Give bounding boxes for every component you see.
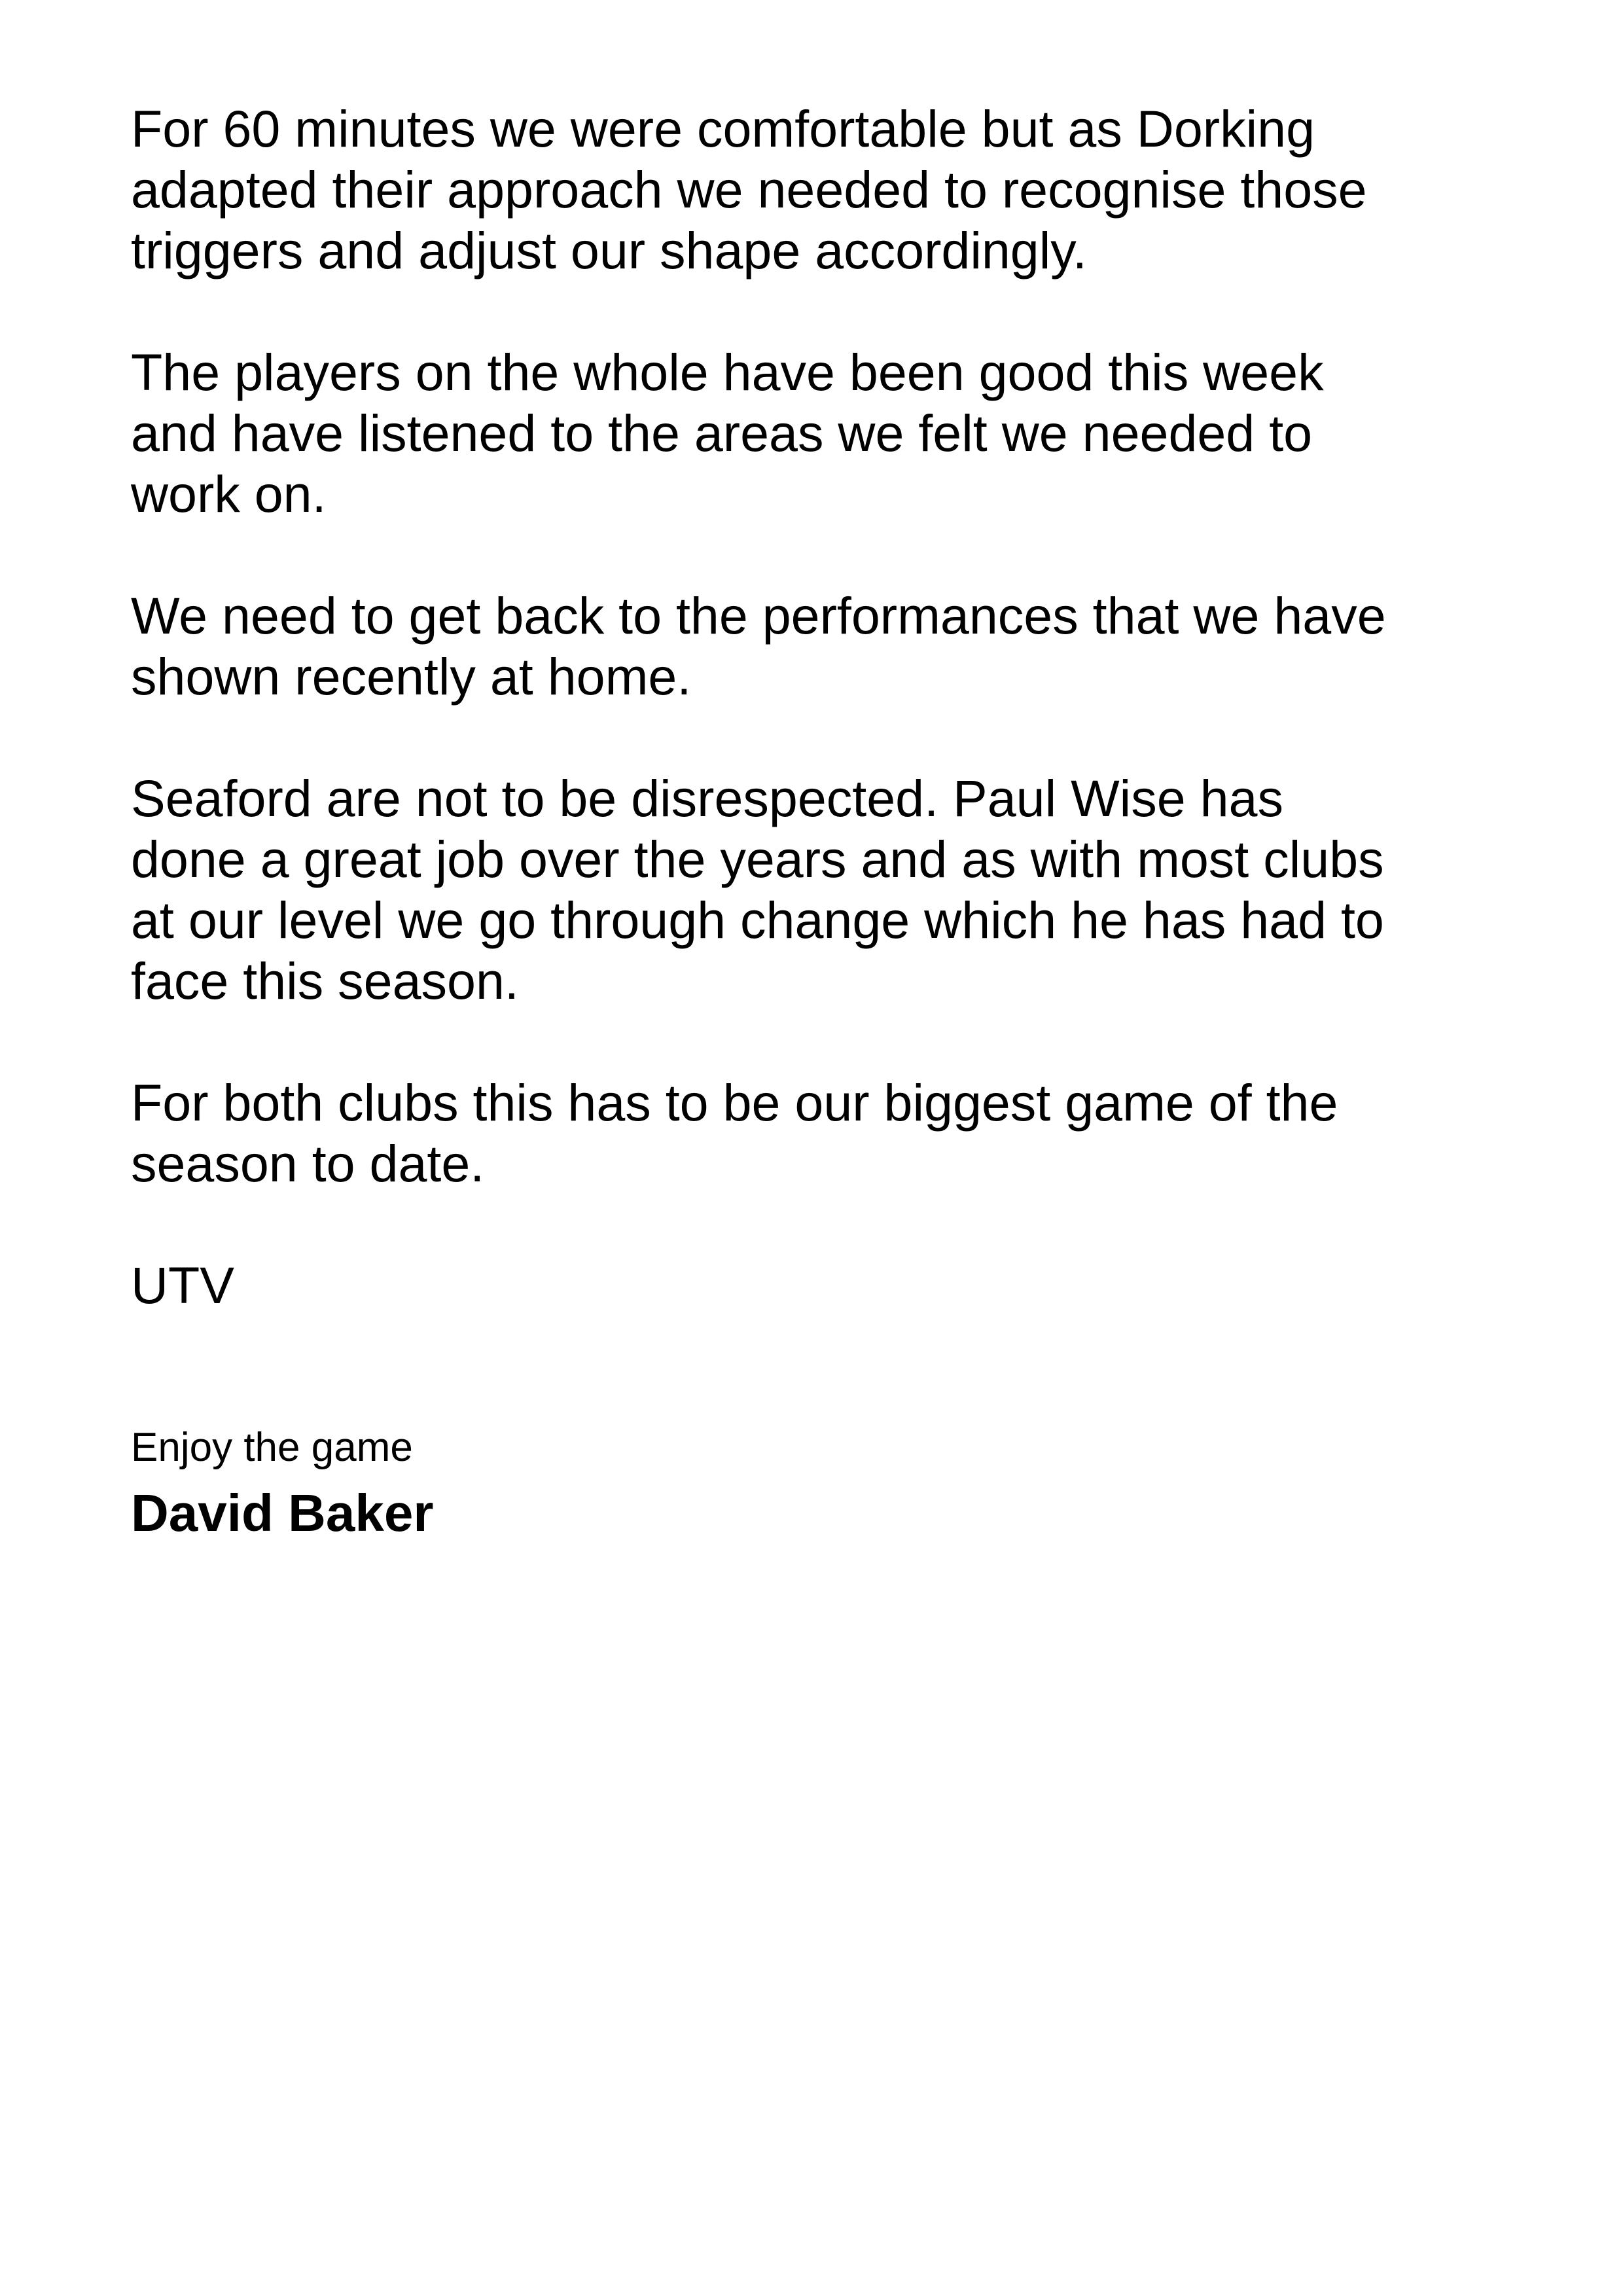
text-line: The players on the whole have been good this week — [131, 343, 1324, 401]
paragraph — [131, 768, 1492, 1011]
signoff — [131, 1422, 1492, 1545]
text-line: triggers and adjust our shape accordingly. — [131, 221, 1087, 279]
paragraph — [131, 342, 1492, 524]
text-line: face this season. — [131, 952, 519, 1010]
text-line: Seaford are not to be disrespected. Paul Wise has — [131, 769, 1283, 827]
text-line: For both clubs this has to be our biggest game of the — [131, 1073, 1338, 1132]
text-line: UTV — [131, 1256, 234, 1314]
text-line: and have listened to the areas we felt we needed to — [131, 404, 1313, 462]
text-line: work on. — [131, 465, 327, 523]
greeting: Enjoy the game — [131, 1425, 413, 1470]
text-line: at our level we go through change which he has had to — [131, 891, 1384, 949]
text-line: done a great job over the years and as with most clubs — [131, 830, 1384, 888]
text-line: For 60 minutes we were comfortable but as Dorking — [131, 99, 1315, 158]
letter-body — [131, 98, 1492, 1316]
text-line: shown recently at home. — [131, 647, 692, 706]
text-line: season to date. — [131, 1134, 485, 1193]
text-line: adapted their approach we needed to recognise those — [131, 160, 1367, 219]
signature-name: David Baker — [131, 1484, 434, 1542]
paragraph-closing — [131, 1255, 1492, 1316]
text-line: We need to get back to the performances that we have — [131, 586, 1386, 645]
paragraph — [131, 98, 1492, 281]
paragraph — [131, 1072, 1492, 1194]
paragraph — [131, 585, 1492, 707]
